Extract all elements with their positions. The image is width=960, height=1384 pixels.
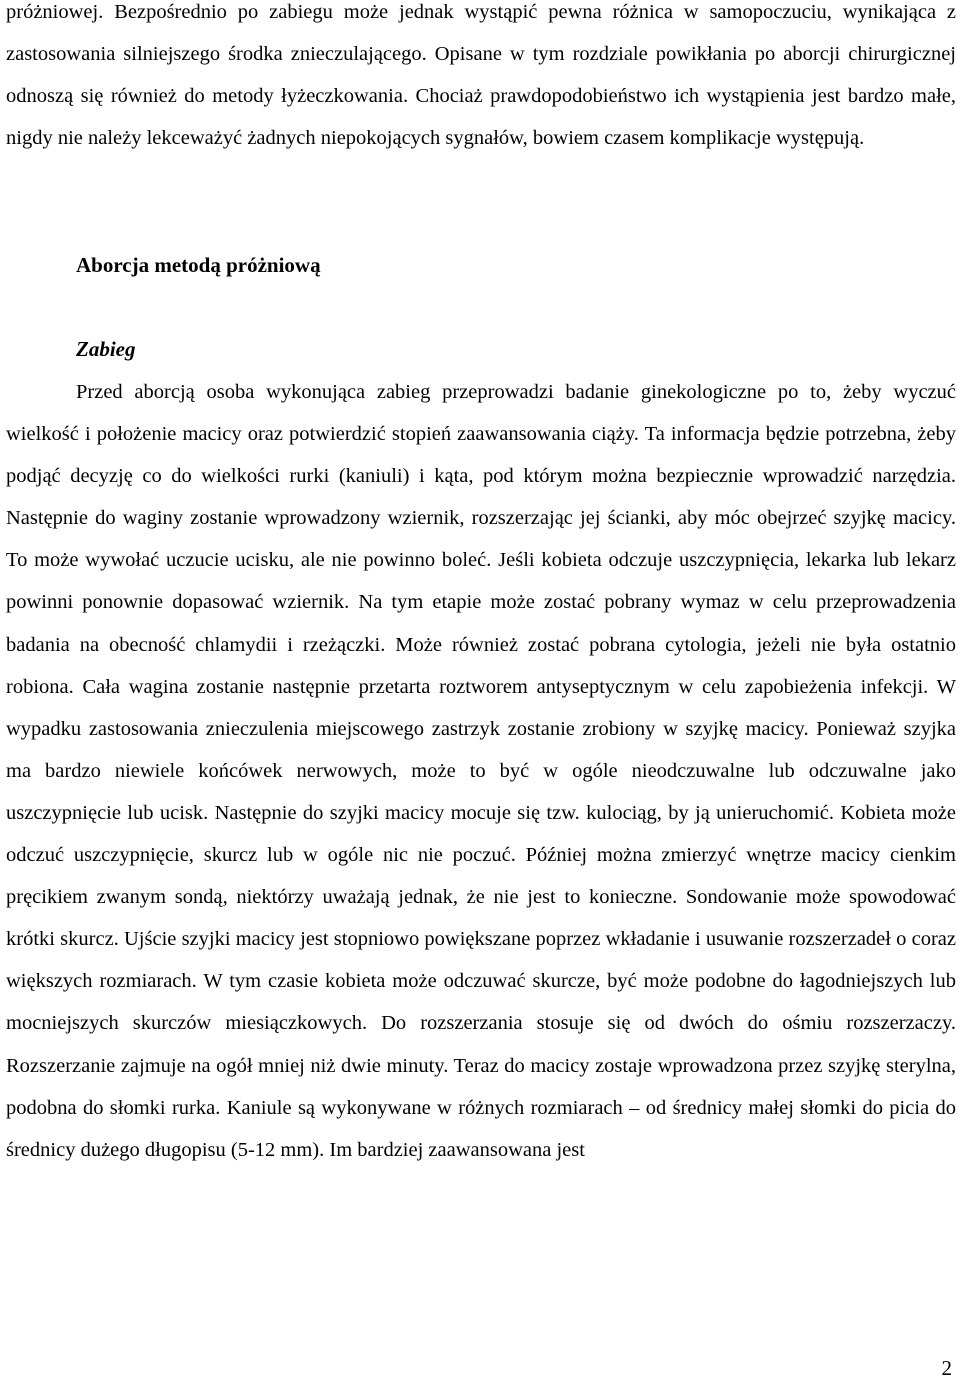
subsection-heading: Zabieg <box>76 337 136 361</box>
section-heading: Aborcja metodą próżniową <box>76 253 321 277</box>
page-number: 2 <box>941 1356 952 1380</box>
body-paragraph: Przed aborcją osoba wykonująca zabieg przeprowadzi badanie ginekologiczne po to, żeby wyczuć wielkość i położenie macicy oraz potwierdzić stopień zaawansowania ciąży. Ta informacja będzie potrzebna, żeby podjąć decyzję co do wielkości rurki (kaniuli) i kąta, pod którym można bezpiecznie wprowadzić narzędzia. Następnie do waginy zostanie wprowadzony wziernik, rozszerzając jej ścianki, aby móc obejrzeć szyjkę macicy. To może wywołać uczucie ucisku, ale nie powinno boleć. Jeśli kobieta odczuje uszczypnięcia, lekarka lub lekarz powinni ponownie dopasować wziernik. Na tym etapie może zostać pobrany wymaz w celu przeprowadzenia badania na obecność chlamydii i rzeżączki. Może również zostać pobrana cytologia, jeżeli nie była ostatnio robiona. Cała wagina zostanie następnie przetarta roztworem antyseptycznym w celu zapobieżenia infekcji. W wypadku zastosowania znieczulenia miejscowego zastrzyk zostanie zrobiony w szyjkę macicy. Ponieważ szyjka ma bardzo niewiele końcówek nerwowych, może to być w ogóle nieodczuwalne lub odczuwalne jako uszczypnięcie lub ucisk. Następnie do szyjki macicy mocuje się tzw. kulociąg, by ją unieruchomić. Kobieta może odczuć uszczypnięcie, skurcz lub w ogóle nic nie poczuć. Później można zmierzyć wnętrze macicy cienkim pręcikiem zwanym sondą, niektórzy uważają jednak, że nie jest to konieczne. Sondowanie może spowodować krótki skurcz. Ujście szyjki macicy jest stopniowo powiększane poprzez wkładanie i usuwanie rozszerzadeł o coraz większych rozmiarach. W tym czasie kobieta może odczuwać skurcze, być może podobne do łagodniejszych lub mocniejszych skurczów miesiączkowych. Do rozszerzania stosuje się od dwóch do ośmiu rozszerzaczy. Rozszerzanie zajmuje na ogół mniej niż dwie minuty. Teraz do macicy zostaje wprowadzona przez szyjkę sterylna, podobna do słomki rurka. Kaniule są wykonywane w różnych rozmiarach – od średnicy małej słomki do picia do średnicy dużego długopisu (5-12 mm). Im bardziej zaawansowana jest <box>6 381 956 1161</box>
intro-paragraph: próżniowej. Bezpośrednio po zabiegu może jednak wystąpić pewna różnica w samopoczuciu, wynikająca z zastosowania silniejszego środka znieczulającego. Opisane w tym rozdziale powikłania po aborcji chirurgicznej odnoszą się również do metody łyżeczkowania. Chociaż prawdopodobieństwo ich wystąpienia jest bardzo małe, nigdy nie należy lekceważyć żadnych niepokojących sygnałów, bowiem czasem komplikacje występują. <box>6 1 956 150</box>
body-paragraph-container <box>6 371 956 1171</box>
